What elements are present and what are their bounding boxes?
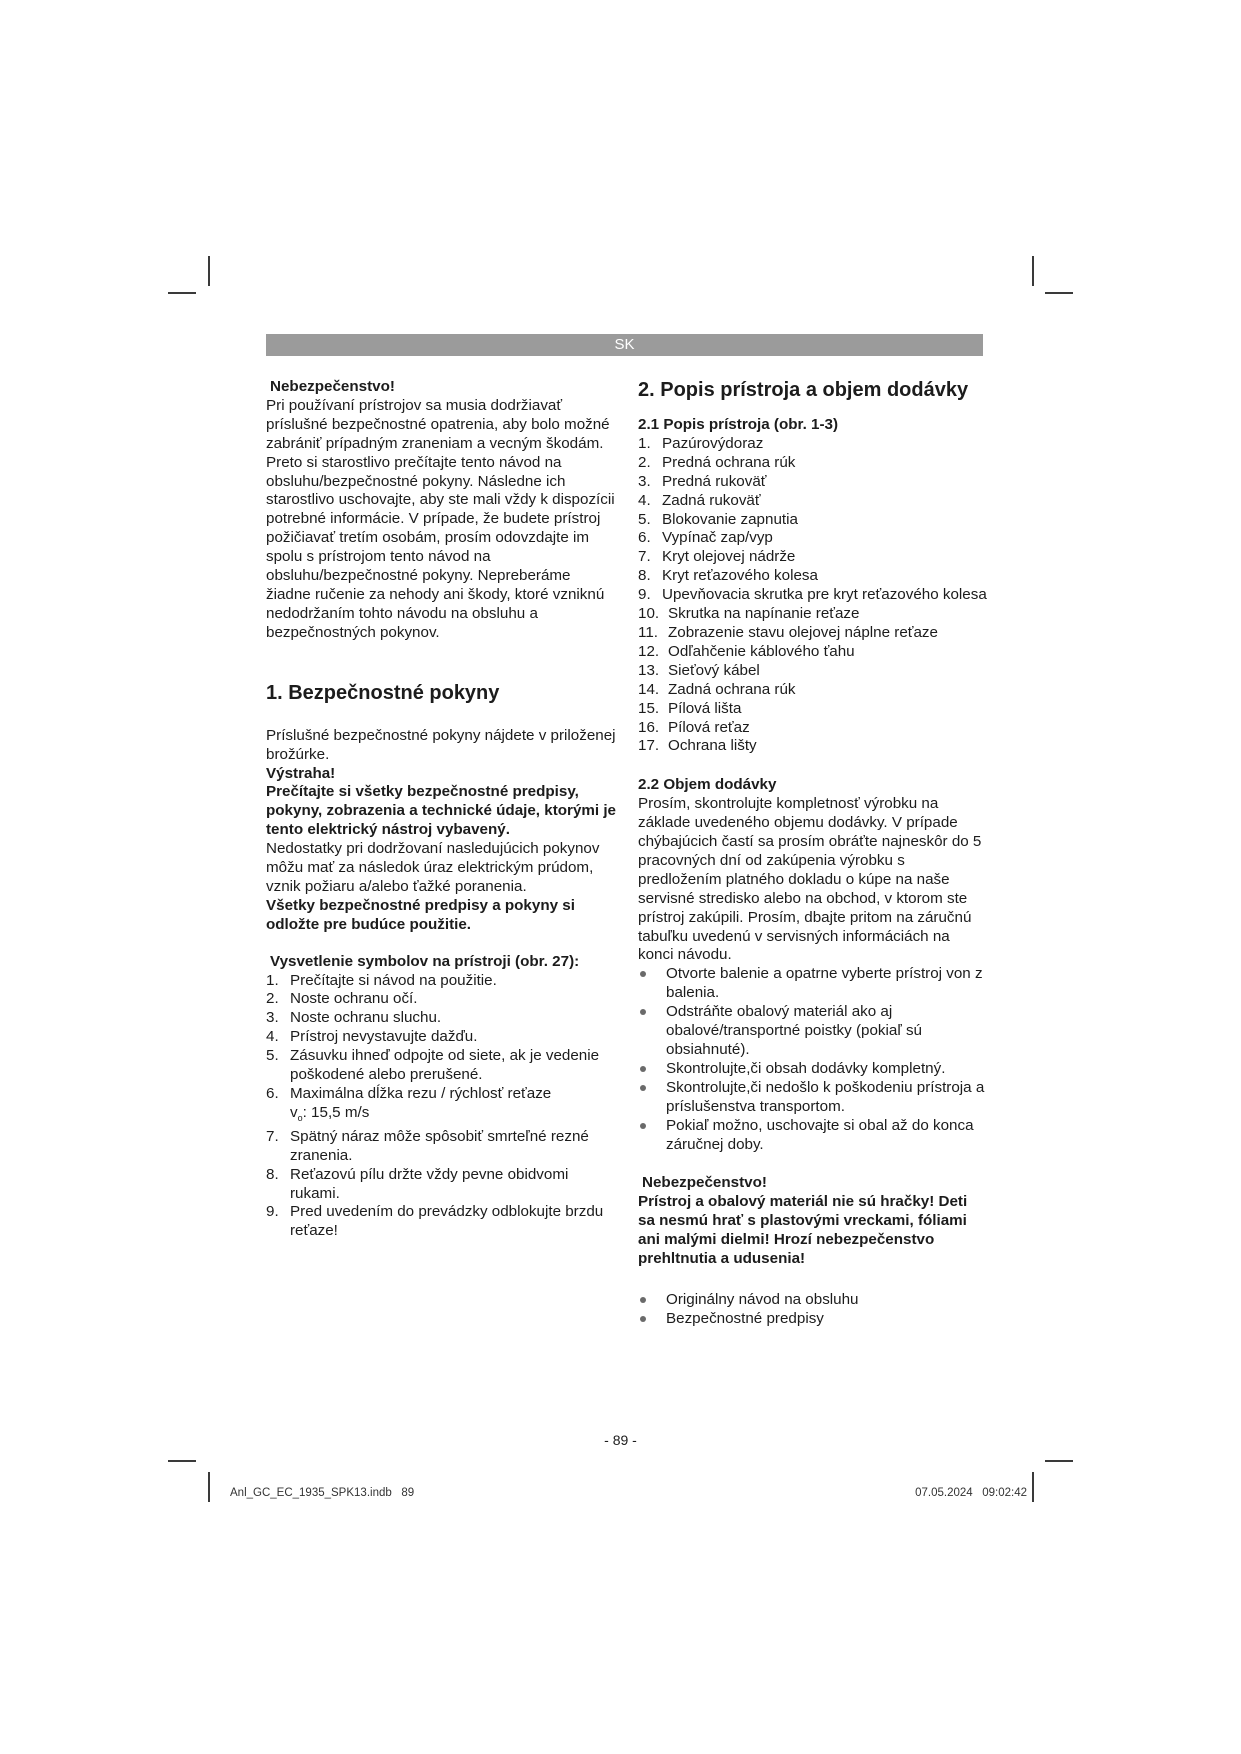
footer-datetime: 07.05.2024 09:02:42	[915, 1487, 1027, 1499]
list-item: 7. Spätný náraz môže spôsobiť smrteľné rezné zranenia.	[266, 1127, 589, 1164]
crop-mark-bottom-left-vertical	[208, 1472, 210, 1502]
list-item: 4. Prístroj nevystavujte dažďu.	[266, 1028, 478, 1046]
list-item: 4. Zadná rukoväť	[638, 491, 761, 509]
page-number: - 89 -	[604, 1432, 637, 1448]
list-item: 16. Pílová reťaz	[638, 718, 750, 736]
list-item: 5. Blokovanie zapnutia	[638, 510, 798, 528]
subsection-2-2-title: 2.2 Objem dodávky	[638, 776, 777, 794]
symbols-heading: Vysvetlenie symbolov na prístroji (obr. 27):	[270, 952, 580, 970]
bullet-icon	[640, 971, 646, 977]
section-1-intro: Príslušné bezpečnostné pokyny nájdete v priloženej brožúrke.	[266, 726, 616, 763]
danger-heading-right: Nebezpečenstvo!	[642, 1174, 767, 1192]
contents-list	[638, 1291, 988, 1329]
list-item: 17. Ochrana lišty	[638, 737, 757, 755]
list-item: 9. Pred uvedením do prevádzky odblokujte brzdu reťaze!	[266, 1203, 604, 1240]
footer-file-name: Anl_GC_EC_1935_SPK13.indb 89	[230, 1487, 415, 1499]
list-item: 2. Noste ochranu očí.	[266, 990, 418, 1008]
crop-mark-top-left-vertical	[208, 256, 210, 286]
list-item: Otvorte balenie a opatrne vyberte prístroj von z balenia.	[638, 965, 988, 1003]
crop-mark-bottom-right-vertical	[1032, 1472, 1034, 1502]
chain-speed: $v_o$: 15,5 m/s	[290, 1103, 370, 1123]
list-item: 3. Predná rukoväť	[638, 472, 767, 490]
list-item: 13. Sieťový kábel	[638, 661, 760, 679]
keep-instructions-text: Všetky bezpečnostné predpisy a pokyny si odložte pre budúce použitie.	[266, 896, 575, 933]
list-item: Skontrolujte,či obsah dodávky kompletný.	[638, 1060, 988, 1079]
left-column	[266, 378, 616, 1241]
bullet-icon	[640, 1066, 646, 1072]
list-item: 8. Kryt reťazového kolesa	[638, 567, 818, 585]
warning-bold-text: Prečítajte si všetky bezpečnostné predpisy, pokyny, zobrazenia a technické údaje, ktorými je tento elektrický nástroj vybavený.	[266, 783, 616, 839]
list-item: 7. Kryt olejovej nádrže	[638, 548, 796, 566]
bullet-icon	[640, 1085, 646, 1091]
danger-paragraph: Pri používaní prístrojov sa musia dodržiavať príslušné bezpečnostné opatrenia, aby bolo možné zabrániť prípadným zraneniam a vecným škodám. Preto si starostlivo prečítajte tento návod na obsluhu/bezpečnostné pokyny. Následne ich starostlivo uschovajte, aby ste mali vždy k dispozícii potrebné informácie. V prípade, že budete prístroj požičiavať tretím osobám, prosím odovzdajte im spolu s prístrojom tento návod na obsluhu/bezpečnostné pokyny. Nepreberáme žiadne ručenie za nehody ani škody, ktoré vzniknú nedodržaním tohto návodu na obsluhu a bezpečnostných pokynov.	[266, 396, 615, 641]
crop-mark-bottom-left-horizontal	[168, 1460, 196, 1462]
list-item: 1. Prečítajte si návod na použitie.	[266, 971, 497, 989]
danger-bold-text: Prístroj a obalový materiál nie sú hračky! Deti sa nesmú hrať s plastovými vreckami, fóliami ani malými dielmi! Hrozí nebezpečenstvo prehltnutia a udusenia!	[638, 1193, 968, 1268]
subsection-2-1-title: 2.1 Popis prístroja (obr. 1-3)	[638, 416, 839, 433]
bullet-icon	[640, 1297, 646, 1303]
list-item: 15. Pílová lišta	[638, 699, 742, 717]
list-item: 6. Vypínač zap/vyp	[638, 529, 773, 547]
list-item: Skontrolujte,či nedošlo k poškodeniu prístroja a príslušenstva transportom.	[638, 1079, 988, 1117]
section-1-title: 1. Bezpečnostné pokyny	[266, 681, 500, 704]
list-item: 10. Skrutka na napínanie reťaze	[638, 605, 860, 623]
crop-mark-top-right-vertical	[1032, 256, 1034, 286]
symbols-list	[266, 972, 616, 1242]
parts-list	[638, 435, 988, 756]
danger-heading: Nebezpečenstvo!	[270, 378, 395, 395]
right-column	[638, 378, 988, 1329]
list-item: 6. Maximálna dĺžka rezu / rýchlosť reťaze $v_o$: 15,5 m/s	[266, 1085, 552, 1123]
list-item: Bezpečnostné predpisy	[638, 1310, 988, 1329]
crop-mark-bottom-right-horizontal	[1045, 1460, 1073, 1462]
list-item: 14. Zadná ochrana rúk	[638, 680, 796, 698]
list-item: Pokiaľ možno, uschovajte si obal až do konca záručnej doby.	[638, 1117, 988, 1155]
bullet-icon	[640, 1123, 646, 1129]
language-code: SK	[614, 336, 635, 353]
warning-text: Nedostatky pri dodržovaní nasledujúcich pokynov môžu mať za následok úraz elektrickým prúdom, vznik požiaru a/alebo ťažké poranenia.	[266, 840, 600, 895]
bullet-icon	[640, 1316, 646, 1322]
list-item: 3. Noste ochranu sluchu.	[266, 1009, 442, 1027]
list-item: 5. Zásuvku ihneď odpojte od siete, ak je vedenie poškodené alebo prerušené.	[266, 1047, 600, 1084]
list-item: Originálny návod na obsluhu	[638, 1291, 988, 1310]
crop-mark-top-right-horizontal	[1045, 292, 1073, 294]
delivery-scope-paragraph: Prosím, skontrolujte kompletnosť výrobku na základe uvedeného objemu dodávky. V prípade chýbajúcich častí sa prosím obráťte najneskôr do 5 pracovných dní od zakúpenia výrobku s predložením platného dokladu o kúpe na naše servisné stredisko alebo na obchod, v ktorom ste prístroj zakúpili. Prosím, dbajte pritom na záručnú tabuľku uvedenú v servisných informáciách na konci návodu.	[638, 795, 982, 964]
list-item: 12. Odľahčenie káblového ťahu	[638, 642, 855, 660]
section-2-title: 2. Popis prístroja a objem dodávky	[638, 379, 969, 401]
list-item: 9. Upevňovacia skrutka pre kryt reťazového kolesa	[638, 586, 987, 604]
crop-mark-top-left-horizontal	[168, 292, 196, 294]
language-header-bar	[266, 334, 983, 356]
list-item: 8. Reťazovú pílu držte vždy pevne obidvomi rukami.	[266, 1165, 569, 1202]
list-item: 2. Predná ochrana rúk	[638, 453, 796, 471]
list-item: 11. Zobrazenie stavu olejovej náplne reťaze	[638, 623, 938, 641]
check-list	[638, 965, 988, 1154]
list-item: 1. Pazúrovýdoraz	[638, 434, 764, 452]
bullet-icon	[640, 1009, 646, 1015]
list-item: Odstráňte obalový materiál ako aj obalové/transportné poistky (pokiaľ sú obsiahnuté).	[638, 1003, 988, 1060]
warning-heading: Výstraha!	[266, 764, 336, 782]
